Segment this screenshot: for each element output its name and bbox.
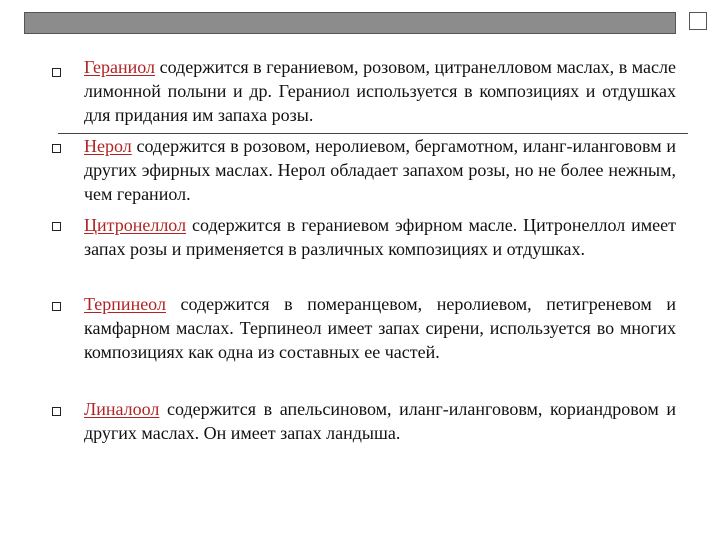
square-bullet-icon	[52, 407, 61, 416]
item-text	[84, 134, 676, 206]
item-description: содержится в гераниевом, розовом, цитранелловом маслах, в масле лимонной полыни и др. Гераниол используется в композициях и отдушках для придания им запаха розы.	[84, 57, 676, 125]
item-description: содержится в гераниевом эфирном масле. Цитронеллол имеет запах розы и применяется в различных композициях и отдушках.	[84, 215, 676, 259]
item-description: содержится в апельсиновом, иланг-илангововм, кориандровом и других маслах. Он имеет запах ландыша.	[84, 399, 676, 443]
title-bar	[24, 12, 676, 34]
item-text	[84, 213, 676, 261]
square-bullet-icon	[52, 144, 61, 153]
square-bullet-icon	[52, 302, 61, 311]
term-link[interactable]: Нерол	[84, 136, 132, 156]
square-bullet-icon	[52, 222, 61, 231]
corner-box	[689, 12, 707, 30]
item-description: содержится в розовом, неролиевом, бергамотном, иланг-илангововм и других эфирных маслах. Нерол обладает запахом розы, но не более нежным, чем гераниол.	[84, 136, 676, 204]
term-link[interactable]: Цитронеллол	[84, 215, 187, 235]
term-link[interactable]: Гераниол	[84, 57, 156, 77]
item-text	[84, 292, 676, 364]
term-link[interactable]: Терпинеол	[84, 294, 166, 314]
item-text	[84, 397, 676, 445]
term-link[interactable]: Линалоол	[84, 399, 160, 419]
square-bullet-icon	[52, 68, 61, 77]
item-description: содержится в померанцевом, неролиевом, петигреневом и камфарном маслах. Терпинеол имеет запах сирени, используется во многих композициях как одна из составных ее частей.	[84, 294, 676, 362]
item-text	[84, 55, 676, 127]
